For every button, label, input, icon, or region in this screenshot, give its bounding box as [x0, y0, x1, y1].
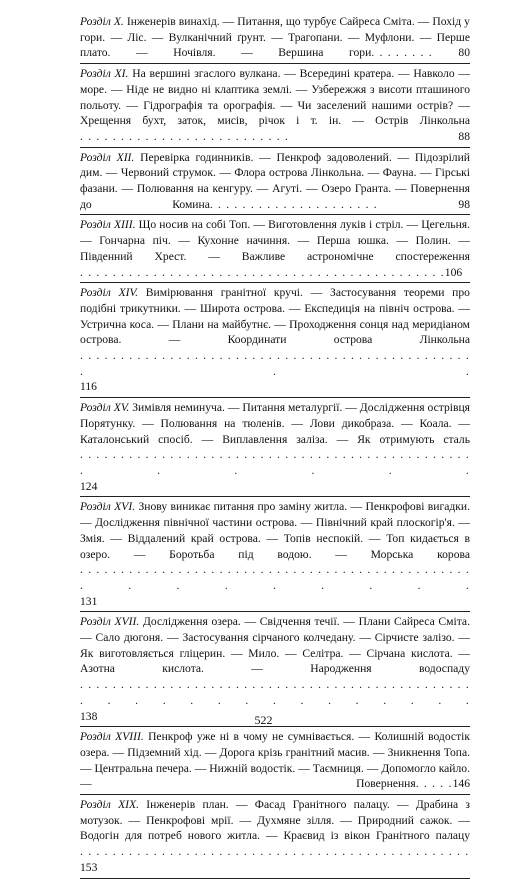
- chapter-label: Розділ XVIII.: [80, 730, 144, 744]
- page-ref: 124: [80, 479, 98, 493]
- toc-entry-chapter-xii: [80, 148, 470, 216]
- toc-entry-chapter-xi: [80, 64, 470, 148]
- toc-entry-text: [80, 285, 470, 395]
- chapter-label: Розділ XIX.: [80, 798, 140, 812]
- page-ref: 116: [80, 380, 97, 394]
- toc-entry-text: [80, 797, 470, 876]
- chapter-label: Розділ XVI.: [80, 500, 136, 514]
- toc-entry-text: [80, 66, 470, 145]
- toc-entry-chapter-x: [80, 12, 470, 64]
- dot-leader: . . . . .: [415, 777, 453, 791]
- page-ref: 88: [458, 129, 470, 143]
- chapter-summary: Знову виникає питання про заміну житла. — Пенкрофові вигадки. — Дослідження північної частини острова. — Північний край плоскогір'я. — Змія. — Віддалений край острова. — Топів неспокій. — Топ кидається в озеро. — Боротьба під водою. — Морська корова: [80, 500, 470, 561]
- dot-leader: . . . . . . . . . . . . . . . . . . . . . . . . . . . . . . . . . . . . . . . . . . . . .: [80, 265, 445, 279]
- page-ref: 80: [458, 46, 470, 60]
- toc-entry-chapter-xvi: [80, 497, 470, 612]
- dot-leader: . . . . . . . . . . . . . . . . . . . . . . . . . . . . . . . . . . . . . . . . . . . . . . . .: [80, 845, 470, 859]
- toc-entry-chapter-xiv: [80, 283, 470, 398]
- dot-leader: . . . . . . . . . . . . . . . . . . . . . . . . . . . . . . . . . . . . . . . . . . . . . . . . . . .: [80, 349, 470, 378]
- toc-entry-text: [80, 729, 470, 792]
- chapter-summary: Інженерів винахід. — Питання, що турбує Сайреса Сміта. — Похід у гори. — Ліс. — Вулканічний ґрунт. — Трагопани. — Муфлони. — Перше плато. — Ночівля. — Вершина гори: [80, 15, 470, 60]
- toc-entry-text: [80, 400, 470, 494]
- chapter-summary: Дослідження озера. — Свідчення течії. — Плани Сайреса Сміта. — Сало дюгоня. — Застосування сірчаного колчедану. — Сірчисте залізо. — Як виготовляється гліцерин. — Мило. — Селітра. — Сірчана кислота. — Азотна кислота. — Народження водоспаду: [80, 615, 470, 676]
- chapter-summary: На вершині згаслого вулкана. — Всередині кратера. — Навколо — море. — Ніде не видно ні клаптика землі. — Узбережжя з висоти пташиного польоту. — Гідрографія та орографія. — Чи заселений нашими острів? — Хрещення бухт, заток, мисів, річок і т. ін. — Острів Лінкольна: [80, 67, 471, 128]
- chapter-label: Розділ XIII.: [80, 218, 136, 232]
- chapter-summary: Інженерів план. — Фасад Гранітного палацу. — Драбина з мотузок. — Пенкрофові мрії. — Духмяне зілля. — Природний сажок. —Водогін для потреб нового житла. — Краєвид із вікон Гранітного палацу: [80, 798, 471, 843]
- page-ref: 131: [80, 594, 98, 608]
- chapter-summary: Що носив на собі Топ. — Виготовлення луків і стріл. — Цегельня. — Гончарна піч. — Кухонне начиння. — Перша юшка. — Полин. — Південний Хрест. — Важливе астрономічне спостереження: [80, 218, 471, 263]
- page-ref: 153: [80, 860, 98, 874]
- toc-entry-chapter-xix: [80, 795, 470, 879]
- dot-leader: . . . . . . . . . . . . . . . . . . . . . . . . . .: [80, 129, 290, 143]
- toc-entry-text: [80, 499, 470, 609]
- toc-entry-chapter-xv: [80, 398, 470, 497]
- page-number: 522: [254, 713, 273, 727]
- dot-leader: . . . . . . . . . . . . . . . . . . . . . . . . . . . . . . . . . . . . . . . . . . . . . . . . . . . . . . . . .: [80, 563, 470, 592]
- chapter-label: Розділ XV.: [80, 401, 130, 415]
- chapter-label: Розділ XI.: [80, 67, 129, 81]
- page-ref: 98: [458, 197, 470, 211]
- dot-leader: . . . . . . . . . . . . . . . . . . . . .: [209, 197, 378, 211]
- chapter-label: Розділ XIV.: [80, 286, 139, 300]
- page-ref: 106: [444, 265, 463, 279]
- dot-leader: . . . . . . . . . . . . . . . . . . . . . . . . . . . . . . . . . . . . . . . . . . . . . . . . . . . . . . . . . . . . . . .: [80, 678, 470, 707]
- dot-leader: . . . . . . . .: [371, 46, 433, 60]
- toc-entry-text: [80, 14, 470, 61]
- chapter-label: Розділ XII.: [80, 150, 135, 164]
- toc-entry-text: [80, 217, 470, 280]
- page-ref: 146: [452, 777, 470, 791]
- toc-entry-chapter-xvii: [80, 612, 470, 727]
- chapter-summary: Пенкроф уже ні в чому не сумнівається. — Колишній водостік озера. — Підземний хід. — Дорога крізь гранітний масив. — Зникнення Топа. — Центральна печера. — Нижній водостік. — Таємниця. — Допомогло кайло. — Повернення: [80, 730, 470, 791]
- toc-entry-chapter-xviii: [80, 727, 470, 795]
- chapter-summary: Зимівля неминуча. — Питання металургії. — Дослідження острівця Порятунку. — Полювання на тюленів. — Лови дикобраза. — Коала. — Каталонський спосіб. — Виплавлення заліза. — Як отримують сталь: [80, 401, 470, 446]
- dot-leader: . . . . . . . . . . . . . . . . . . . . . . . . . . . . . . . . . . . . . . . . . . . . . . . . . . . . . .: [80, 448, 470, 477]
- chapter-summary: Вимірювання гранітної кручі. — Застосування теореми про подібні трикутники. — Широта острова. — Експедиція на північ острова. — Устрична коса. — Плани на майбутнє. — Проходження сонця над меридіаном острова. — Координати острова Лінкольна: [80, 286, 470, 347]
- page-ref: 138: [80, 709, 98, 723]
- toc-entry-text: [80, 614, 470, 724]
- table-of-contents: [80, 12, 470, 879]
- toc-entry-text: [80, 150, 470, 213]
- toc-entry-chapter-xiii: [80, 215, 470, 283]
- chapter-label: Розділ XVII.: [80, 615, 140, 629]
- chapter-label: Розділ X.: [80, 15, 124, 28]
- chapter-summary: Перевірка годинників. — Пенкроф задоволений. — Підозрілий дим. — Червоний струмок. — Флора острова Лінкольна. — Фауна. — Гірські фазани. — Полювання на кенгуру. — Агуті. — Озеро Гранта. — Повернення до Комина: [80, 150, 470, 211]
